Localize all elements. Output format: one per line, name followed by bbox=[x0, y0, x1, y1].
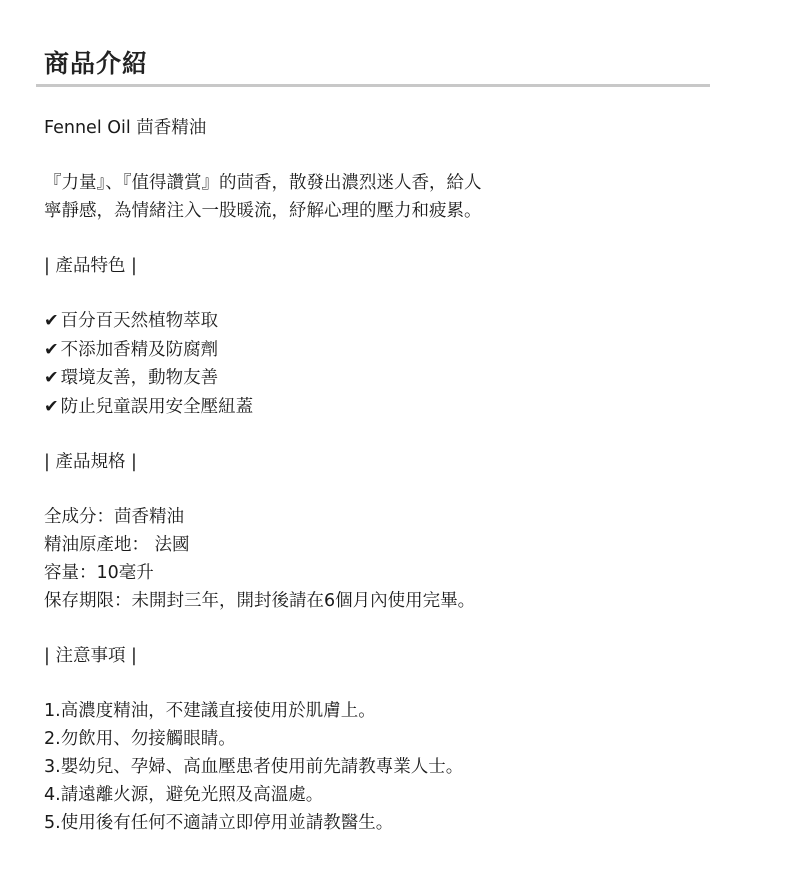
title-divider bbox=[36, 84, 710, 87]
feature-text: 環境友善，動物友善 bbox=[60, 368, 219, 388]
specs-header: | 產品規格 | bbox=[44, 452, 137, 472]
note-item: 5.使用後有任何不適請立即停用並請教醫生。 bbox=[44, 813, 394, 833]
intro-line: 寧靜感，為情緒注入一股暖流，紓解心理的壓力和疲累。 bbox=[44, 201, 482, 221]
note-item: 2.勿飲用、勿接觸眼睛。 bbox=[44, 729, 236, 749]
feature-text: 不添加香精及防腐劑 bbox=[60, 339, 219, 360]
notes-header: | 注意事項 | bbox=[44, 646, 137, 666]
feature-item bbox=[44, 307, 724, 336]
spec-item: 精油原產地： 法國 bbox=[44, 535, 190, 555]
intro-line: 『力量』、『值得讚賞』的茴香，散發出濃烈迷人香，給人 bbox=[44, 173, 482, 193]
features-header: | 產品特色 | bbox=[44, 256, 137, 276]
feature-item bbox=[44, 393, 724, 422]
notes-list bbox=[44, 697, 724, 837]
spec-item: 保存期限：未開封三年，開封後請在6個月內使用完畢。 bbox=[44, 591, 476, 611]
check-icon: ✔ bbox=[44, 311, 59, 331]
feature-item bbox=[44, 364, 724, 393]
feature-item bbox=[44, 336, 724, 365]
note-item: 4.請遠離火源，避免光照及高溫處。 bbox=[44, 785, 324, 805]
spec-item: 容量：10毫升 bbox=[44, 563, 154, 583]
spec-item: 全成分：茴香精油 bbox=[44, 507, 184, 527]
features-list bbox=[44, 307, 724, 421]
feature-text: 防止兒童誤用安全壓紐蓋 bbox=[60, 396, 254, 417]
note-item: 1.高濃度精油，不建議直接使用於肌膚上。 bbox=[44, 701, 376, 721]
check-icon: ✔ bbox=[44, 396, 59, 417]
product-description-panel bbox=[44, 44, 724, 833]
feature-text: 百分百天然植物萃取 bbox=[60, 311, 219, 331]
note-item: 3.嬰幼兒、孕婦、高血壓患者使用前先請教專業人士。 bbox=[44, 757, 464, 777]
specs-list bbox=[44, 503, 724, 615]
product-description-body bbox=[44, 114, 724, 837]
check-icon: ✔ bbox=[44, 368, 59, 388]
product-name: Fennel Oil 茴香精油 bbox=[44, 118, 207, 138]
section-title: 商品介紹 bbox=[44, 49, 149, 78]
check-icon: ✔ bbox=[44, 339, 59, 360]
